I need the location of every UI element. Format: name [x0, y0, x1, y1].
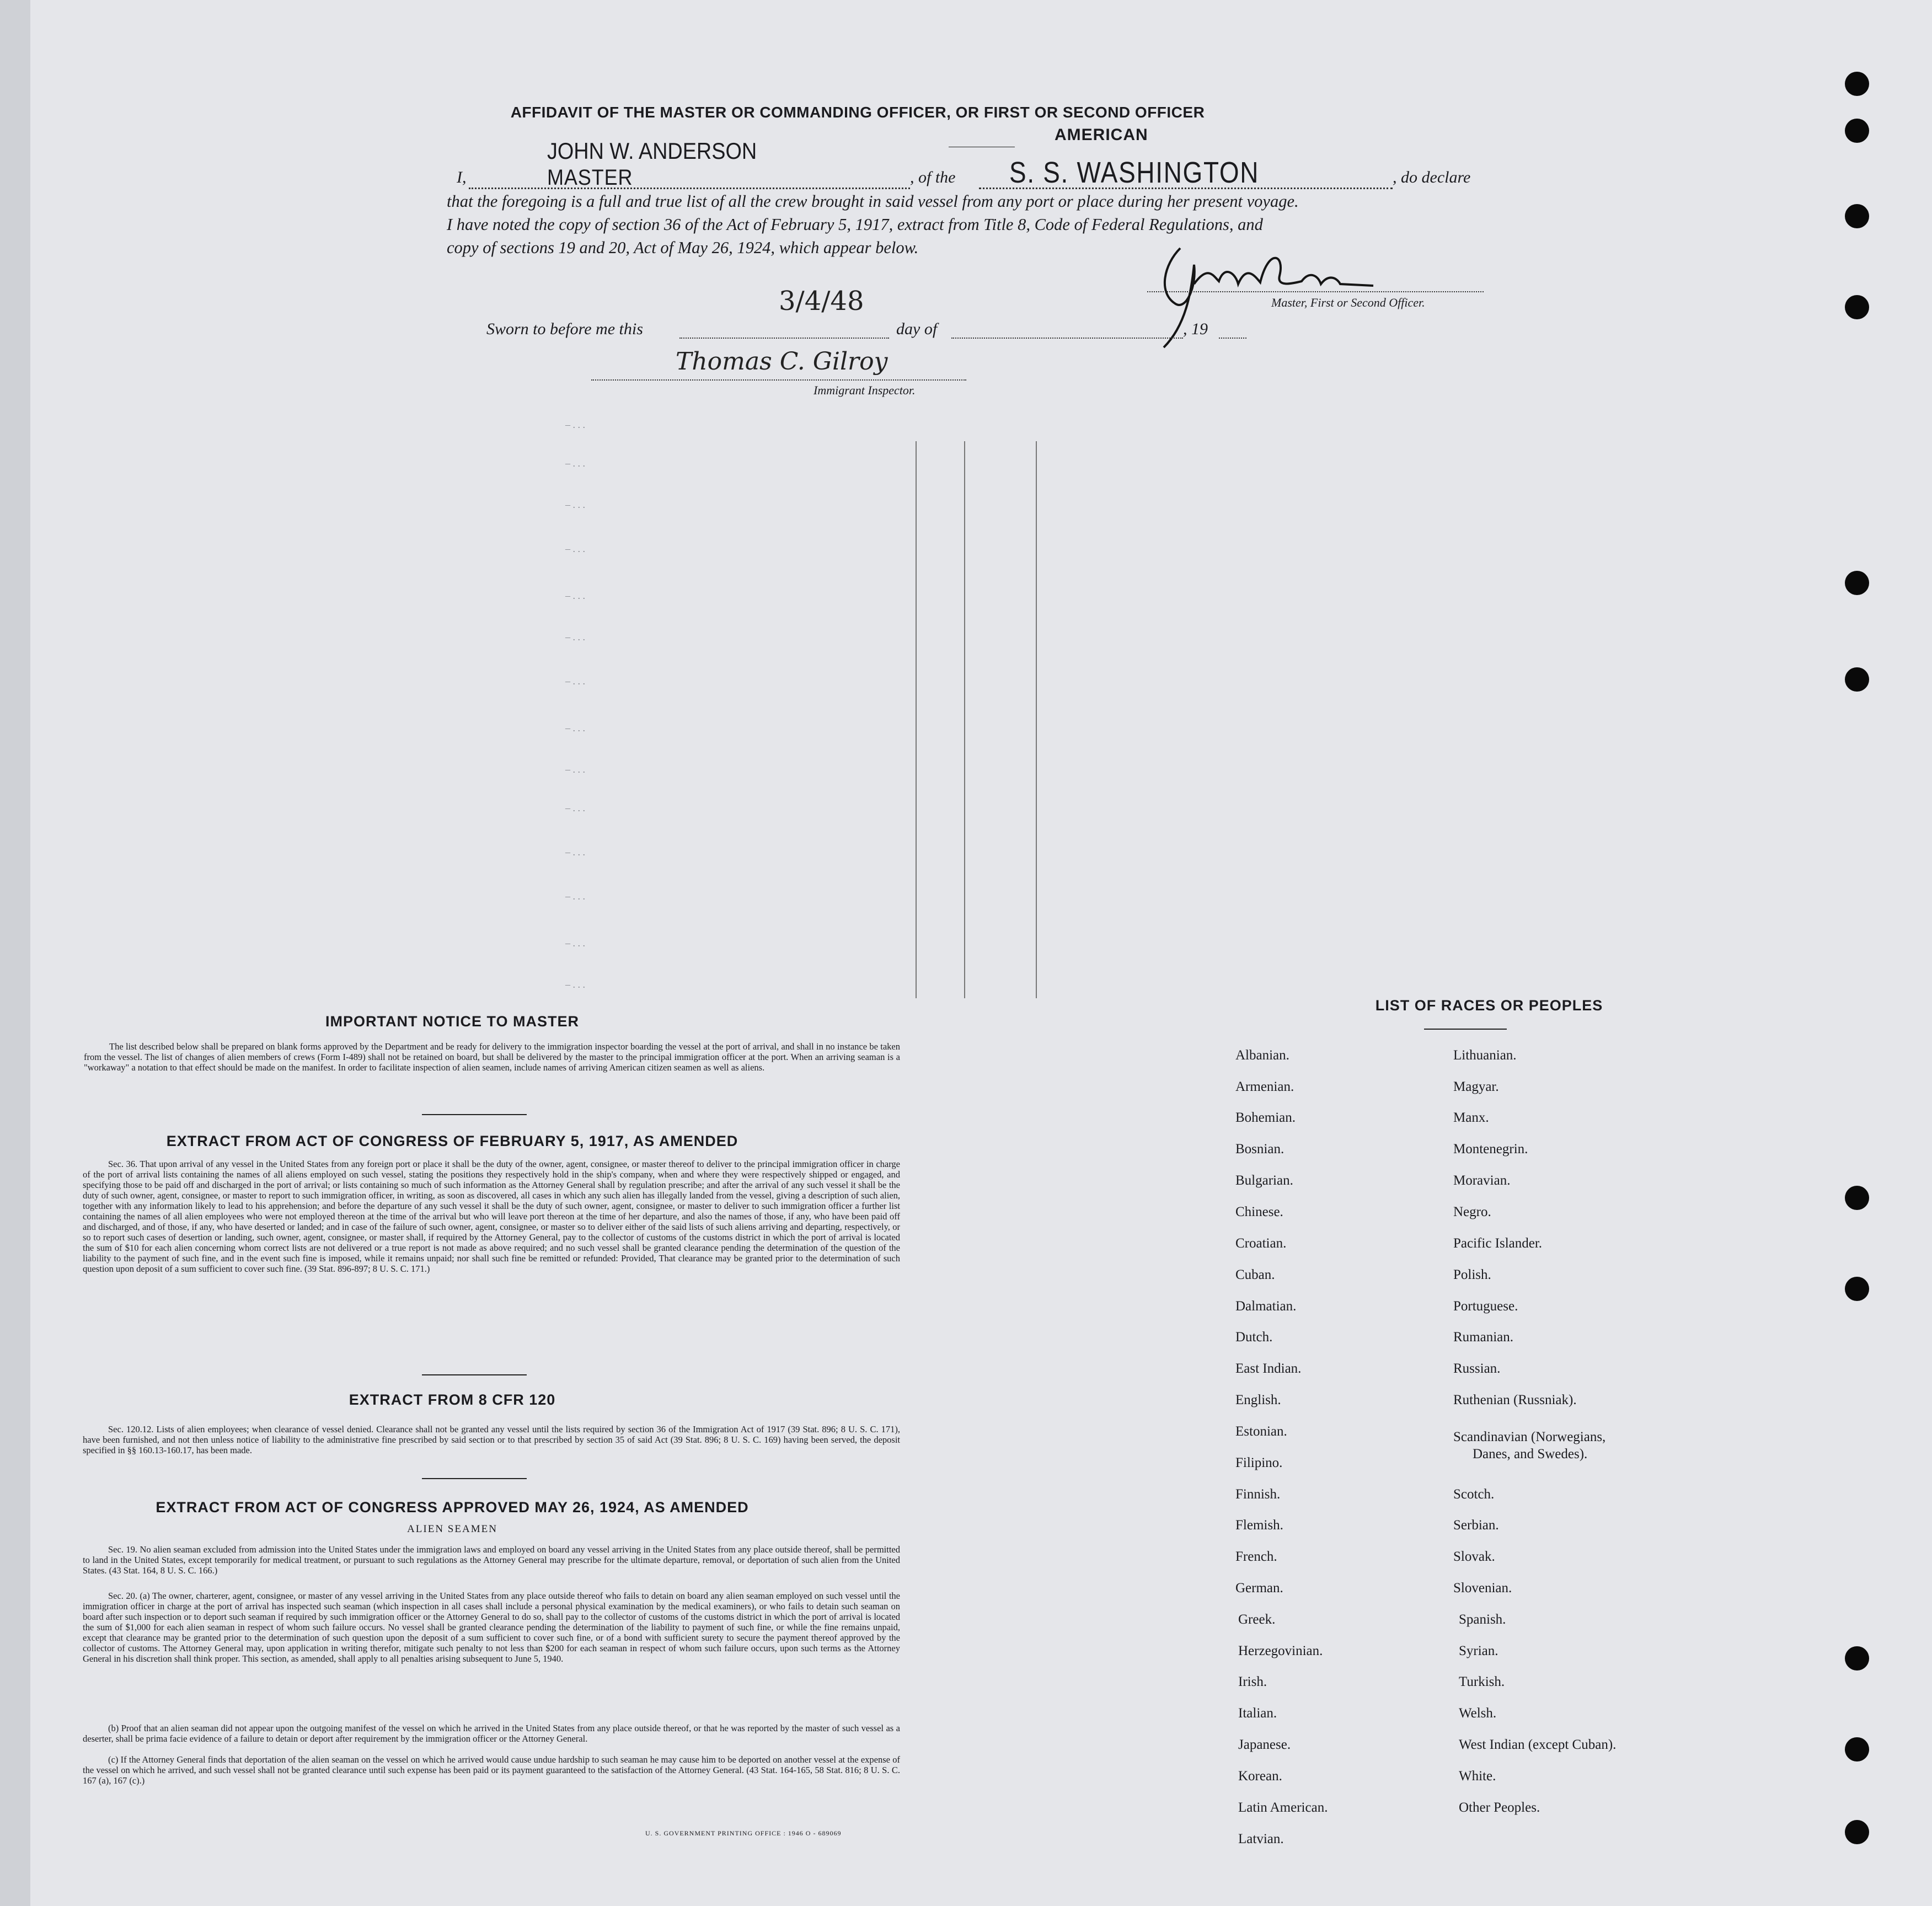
race-item: Rumanian.: [1453, 1330, 1514, 1345]
race-item: Bosnian.: [1235, 1142, 1285, 1157]
race-item: German.: [1235, 1581, 1283, 1596]
of-the-text: , of the: [910, 168, 956, 186]
sec-20c-text: (c) If the Attorney General finds that deportation of the alien seaman on the vessel on which he arrived would cause undue hardship to such seaman he may cause him to be deported on another vessel at the expense of the vessel on which he arrived, and such vessel shall not be granted clearance until such expense has been paid or its payment guaranteed to the satisfaction of the Attorney General. (43 Stat. 164-165, 58 Stat. 816; 8 U. S. C. 167 (a), 167 (c).): [83, 1754, 900, 1786]
race-item: Bohemian.: [1235, 1110, 1296, 1125]
race-item: Syrian.: [1459, 1643, 1498, 1658]
race-item: Negro.: [1453, 1204, 1491, 1219]
race-item: West Indian (except Cuban).: [1459, 1737, 1617, 1752]
affidavit-line-2: I have noted the copy of section 36 of the Act of February 5, 1917, extract from Title 8, Code of Federal Regulations, and: [447, 215, 1263, 234]
race-item: East Indian.: [1235, 1361, 1302, 1376]
row-mark: – . . .: [565, 891, 585, 902]
do-declare-text: , do declare: [1393, 168, 1471, 186]
race-item: Chinese.: [1235, 1204, 1283, 1219]
punch-hole: [1845, 1186, 1869, 1210]
separator-rule: [422, 1114, 527, 1115]
day-of-line: [951, 338, 1183, 339]
affidavit-title: AFFIDAVIT OF THE MASTER OR COMMANDING OFFICER, OR FIRST OR SECOND OFFICER: [510, 104, 1205, 121]
race-item: Latvian.: [1238, 1832, 1284, 1846]
race-item: Dutch.: [1235, 1330, 1273, 1345]
punch-hole: [1845, 571, 1869, 595]
race-item: Croatian.: [1235, 1236, 1287, 1251]
affidavit-line-3: copy of sections 19 and 20, Act of May 26, 1924, which appear below.: [447, 238, 919, 257]
race-item: Italian.: [1238, 1706, 1277, 1721]
race-item: Finnish.: [1235, 1487, 1281, 1502]
master-name: JOHN W. ANDERSON: [547, 138, 757, 164]
printer-line: U. S. GOVERNMENT PRINTING OFFICE : 1946 O - 689069: [645, 1829, 842, 1837]
inspector-caption: Immigrant Inspector.: [814, 383, 916, 397]
race-item: Flemish.: [1235, 1518, 1283, 1533]
race-item: Greek.: [1238, 1612, 1276, 1627]
row-mark: – . . .: [565, 802, 585, 813]
master-signature-line: [1147, 291, 1484, 292]
races-title: LIST OF RACES OR PEOPLES: [1375, 997, 1603, 1014]
row-mark: – . . .: [565, 631, 585, 643]
race-item: Herzegovinian.: [1238, 1643, 1323, 1658]
race-item: Welsh.: [1459, 1706, 1497, 1721]
race-item: Slovenian.: [1453, 1581, 1512, 1596]
punch-hole: [1845, 667, 1869, 692]
day-of-text: day of: [896, 320, 938, 338]
important-notice-title: IMPORTANT NOTICE TO MASTER: [325, 1013, 579, 1030]
race-item: Lithuanian.: [1453, 1048, 1517, 1063]
race-item: Scandinavian (Norwegians,: [1453, 1430, 1606, 1444]
race-item: Manx.: [1453, 1110, 1489, 1125]
race-item: Japanese.: [1238, 1737, 1291, 1752]
race-item: Serbian.: [1453, 1518, 1499, 1533]
punch-hole: [1845, 119, 1869, 143]
page-edge: [0, 0, 30, 1906]
cfr-title: EXTRACT FROM 8 CFR 120: [349, 1391, 556, 1408]
race-item: Russian.: [1453, 1361, 1501, 1376]
row-mark: – . . .: [565, 499, 585, 510]
row-mark: – . . .: [565, 847, 585, 858]
vessel-name: S. S. WASHINGTON: [1009, 156, 1260, 189]
extract-1917-text: Sec. 36. That upon arrival of any vessel in the United States from any foreign port or place it shall be the duty of the owner, agent, consignee, or master thereof to deliver to the principal immigration officer in charge of the port of arrival lists containing the names of all aliens employed on such vessel, stating the positions they respectively hold in the ship's company, when and where they were respectively shipped or engaged, and specifying those to be paid off and discharged in the port of arrival; or lists containing so much of such information as the Attorney General shall by regulation prescribe; and after the arrival of any such vessel it shall be the duty of such owner, agent, consignee, or master to report to such immigration officer, in writing, as soon as discovered, all cases in which any such alien has illegally landed from the vessel, giving a description of such alien, together with any information likely to lead to his apprehension; and before the departure of any such vessel it shall be the duty of such owner, agent, consignee, or master to deliver to such immigration officer a further list containing the names of all alien employees who were not employed thereon at the time of the arrival but who will leave port thereon at the time of her departure, and also the names of those, if any, who have been paid off and discharged, and of those, if any, who have deserted or landed; and in case of the failure of such owner, agent, consignee, or master so to deliver either of the said lists of such aliens arriving and departing, respectively, or so to report such cases of desertion or landing, such owner, agent, consignee, or master shall, if required by the Attorney General, pay to the collector of customs of the customs district in which the port of arrival is located the sum of $10 for each alien concerning whom correct lists are not delivered or a true report is not made as above required; and no such vessel shall be granted clearance pending the determination of the question of the liability to the payment of such fine, and in the event such fine is imposed, while it remains unpaid; nor shall such fine be remitted or refunded: Provided, That clearance may be granted prior to the determination of such question upon deposit of a sum sufficient to cover such fine. (39 Stat. 896-897; 8 U. S. C. 171.): [83, 1159, 900, 1274]
sworn-date: 3/4/48: [779, 286, 864, 317]
sec-20b-text: (b) Proof that an alien seaman did not appear upon the outgoing manifest of the vessel on which he arrived in the United States from any place outside thereof, or that he was reported by the master of such vessel as a deserter, shall be prima facie evidence of a failure to detain or deport after requirement by the immigration officer or the Attorney General.: [83, 1723, 900, 1744]
race-item: Portuguese.: [1453, 1299, 1518, 1314]
race-item: Estonian.: [1235, 1424, 1287, 1439]
important-notice-text: The list described below shall be prepared on blank forms approved by the Department and be ready for delivery to the immigration inspector boarding the vessel at the port of arrival, and shall in no instance be taken from the vessel. The list of changes of alien members of crews (Form I-489) shall not be retained on board, but shall be delivered by the master to the principal immigration officer at the port. When an arriving seaman is a "workaway" a notation to that effect should be made on the manifest. In order to facilitate inspection of alien seamen, include names of arriving American citizen seamen as well as aliens.: [84, 1041, 900, 1073]
race-item: Albanian.: [1235, 1048, 1289, 1063]
inspector-line: [591, 379, 966, 381]
separator-rule: [422, 1374, 527, 1375]
master-line: [469, 188, 910, 189]
row-mark: – . . .: [565, 938, 585, 949]
race-item: Pacific Islander.: [1453, 1236, 1543, 1251]
cfr-text: Sec. 120.12. Lists of alien employees; when clearance of vessel denied. Clearance shall not be granted any vessel until the lists required by section 36 of the Immigration Act of 1917 (39 Stat. 896; 8 U. S. C. 171), have been furnished, and not then unless notice of liability to the administrative fine prescribed by said section or to that prescribed by section 35 of said Act (39 Stat. 896; 8 U. S. C. 169) having been served, the deposit specified in §§ 160.13-160.17, has been made.: [83, 1424, 900, 1455]
race-item: French.: [1235, 1549, 1277, 1564]
race-item: Irish.: [1238, 1674, 1267, 1689]
declarant-prefix: I,: [457, 168, 467, 186]
row-mark: – . . .: [565, 676, 585, 687]
row-mark: – . . .: [565, 419, 585, 430]
race-item: Armenian.: [1235, 1079, 1294, 1094]
race-item: Dalmatian.: [1235, 1299, 1297, 1314]
race-item: Polish.: [1453, 1267, 1491, 1282]
race-item: Turkish.: [1459, 1674, 1505, 1689]
alien-seamen-subheading: ALIEN SEAMEN: [407, 1523, 497, 1535]
signature-caption: Master, First or Second Officer.: [1271, 296, 1425, 309]
race-item: White.: [1459, 1769, 1496, 1784]
race-item: Filipino.: [1235, 1455, 1283, 1470]
punch-hole: [1845, 1737, 1869, 1762]
race-item: Korean.: [1238, 1769, 1282, 1784]
extract-1917-title: EXTRACT FROM ACT OF CONGRESS OF FEBRUARY 5, 1917, AS AMENDED: [166, 1133, 738, 1149]
races-title-rule: [1424, 1029, 1507, 1030]
race-item: Scotch.: [1453, 1487, 1495, 1502]
extract-1924-title: EXTRACT FROM ACT OF CONGRESS APPROVED MAY 26, 1924, AS AMENDED: [156, 1499, 749, 1516]
column-line: [1036, 441, 1037, 998]
nationality: AMERICAN: [1055, 126, 1148, 144]
race-item: Moravian.: [1453, 1173, 1511, 1188]
year-line: [1219, 338, 1246, 339]
race-item: Ruthenian (Russniak).: [1453, 1393, 1577, 1407]
punch-hole: [1845, 1820, 1869, 1844]
master-title: MASTER: [547, 165, 633, 190]
row-mark: – . . .: [565, 722, 585, 734]
row-mark: – . . .: [565, 543, 585, 554]
year-prefix: , 19: [1183, 320, 1208, 338]
race-item: Magyar.: [1453, 1079, 1499, 1094]
race-item: Slovak.: [1453, 1549, 1495, 1564]
race-item: Spanish.: [1459, 1612, 1506, 1627]
race-item: Montenegrin.: [1453, 1142, 1528, 1157]
separator-rule: [422, 1478, 527, 1479]
race-item: Cuban.: [1235, 1267, 1275, 1282]
sworn-date-line: [679, 338, 889, 339]
column-line: [964, 441, 965, 998]
race-item: Other Peoples.: [1459, 1800, 1540, 1815]
sworn-prefix: Sworn to before me this: [486, 320, 643, 338]
row-mark: – . . .: [565, 590, 585, 601]
sec-19-text: Sec. 19. No alien seaman excluded from admission into the United States under the immigration laws and employed on board any vessel arriving in the United States from any place outside thereof, shall be permitted to land in the United States, except temporarily for medical treatment, or pursuant to such regulations as the Attorney General may prescribe for the ultimate departure, removal, or deportation of such alien from the United States. (43 Stat. 164, 8 U. S. C. 166.): [83, 1544, 900, 1576]
row-mark: – . . .: [565, 979, 585, 990]
race-item: Latin American.: [1238, 1800, 1328, 1815]
race-item: English.: [1235, 1393, 1281, 1407]
punch-hole: [1845, 295, 1869, 319]
row-mark: – . . .: [565, 764, 585, 775]
column-line: [916, 441, 917, 998]
punch-hole: [1845, 204, 1869, 228]
row-mark: – . . .: [565, 458, 585, 469]
sec-20a-text: Sec. 20. (a) The owner, charterer, agent, consignee, or master of any vessel arriving in the United States from any place outside thereof who fails to detain on board any alien seaman employed on such vessel until the immigration officer in charge at the port of arrival has inspected such seaman (which inspection in all cases shall include a personal physical examination by the medical examiners), or who fails to detain such seaman on board after such inspection or to deport such seaman if required by such immigration officer or the Attorney General to do so, shall pay to the collector of customs of the customs district in which the port of arrival is located the sum of $1,000 for each alien seaman in respect of whom such failure occurs. No vessel shall be granted clearance pending the determination of the liability to payment of such fine, or while the fine remains unpaid, except that clearance may be granted prior to the determination of such question upon the deposit of a sum sufficient to cover such fine, or of a bond with sufficient surety to secure the payment thereof approved by the collector of customs. The Attorney General may, upon application in writing therefor, mitigate such penalty to not less than $200 for each seaman in respect of whom such failure occurs, upon such terms as the Attorney General in his discretion shall think proper. This section, as amended, shall apply to all penalties arising subsequent to June 5, 1940.: [83, 1591, 900, 1664]
inspector-signature: Thomas C. Gilroy: [676, 347, 888, 376]
punch-hole: [1845, 1277, 1869, 1301]
affidavit-line-1: that the foregoing is a full and true list of all the crew brought in said vessel from any port or place during her present voyage.: [447, 192, 1299, 211]
race-item: Bulgarian.: [1235, 1173, 1293, 1188]
punch-hole: [1845, 1646, 1869, 1671]
race-item: Danes, and Swedes).: [1473, 1447, 1588, 1461]
punch-hole: [1845, 72, 1869, 96]
